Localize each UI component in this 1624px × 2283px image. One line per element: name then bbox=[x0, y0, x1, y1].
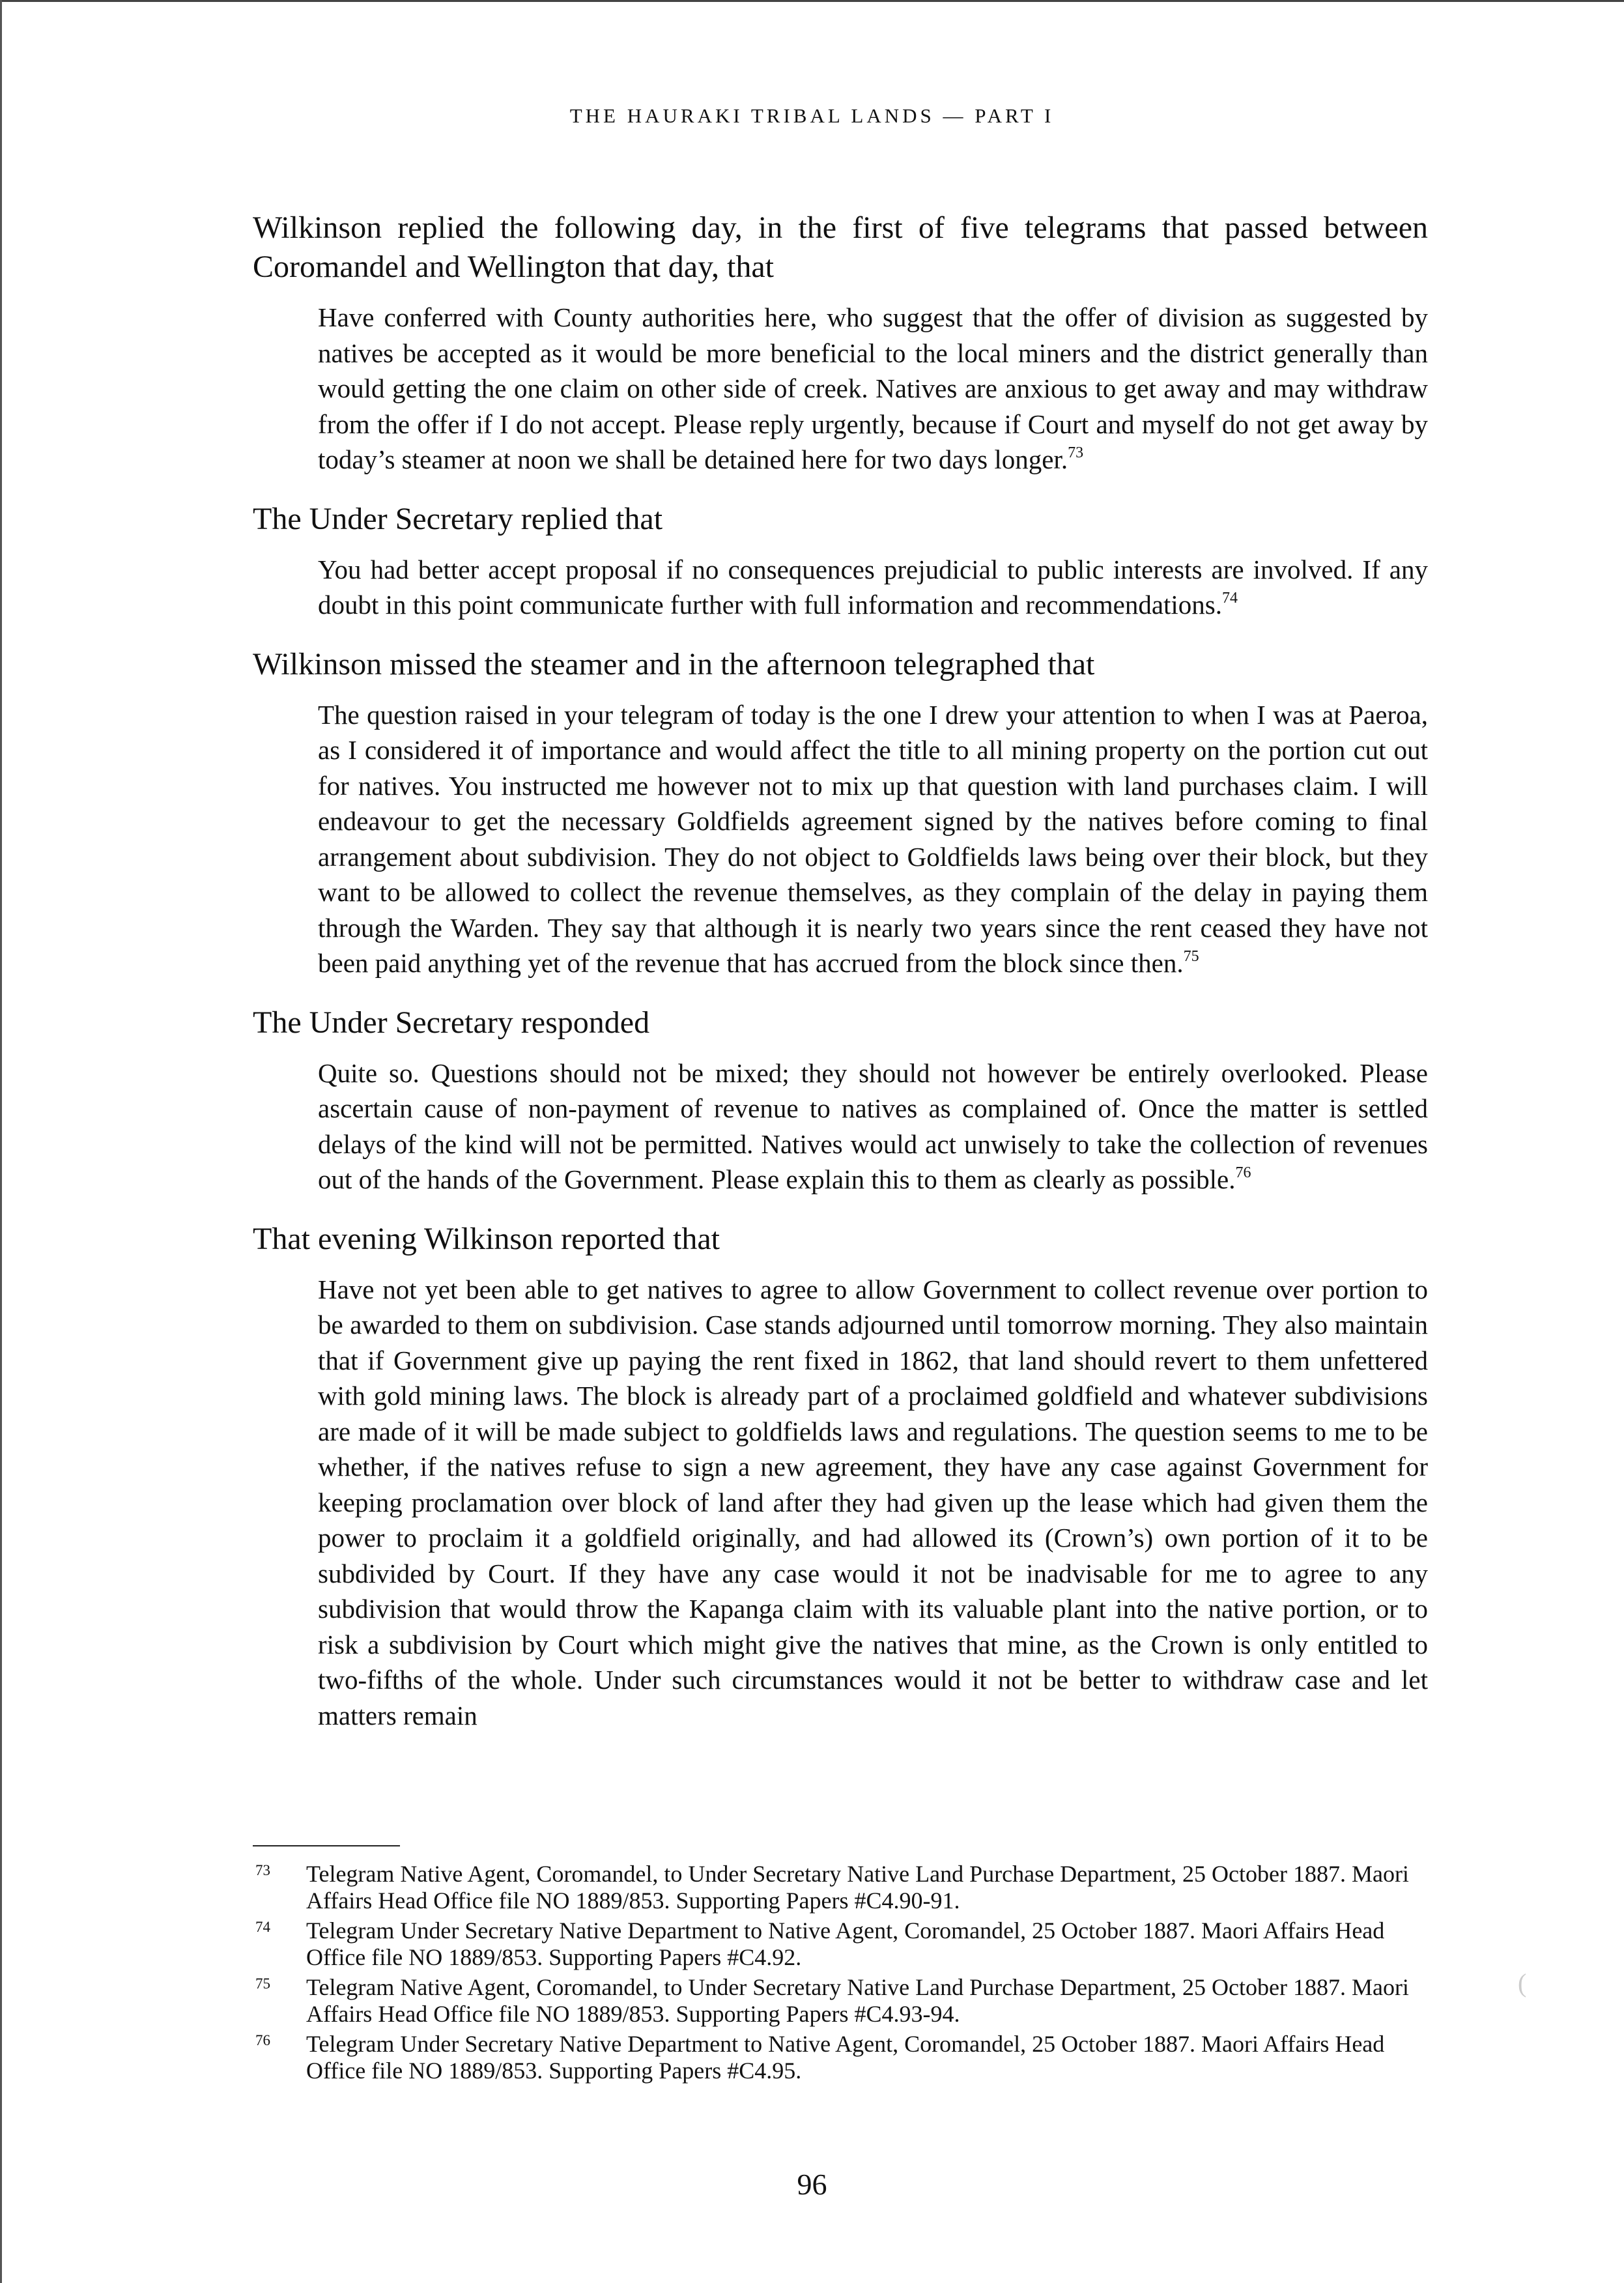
footnote-ref-74[interactable]: 74 bbox=[1222, 590, 1238, 607]
block-quote-5-text: Have not yet been able to get natives to agree to allow Government to collect revenue over portion to be awarded to them on subdivision. Case stands adjourned until tomorrow morning. They also maintain that if Government give up paying the rent fixed in 1862, that land should revert to them unfettered with gold mining laws. The block is already part of a proclaimed goldfield and whatever subdivisions are made of it will be made subject to goldfields laws and regulations. The question seems to me to be whether, if the natives refuse to sign a new agreement, they have any case against Government for keeping proclamation over block of land after they had given up the lease which had given them the power to proclaim it a goldfield originally, and had allowed its (Crown’s) own portion of it to be subdivided by Court. If they have any case would it not be inadvisable for me to agree to any subdivision that would throw the Kapanga claim with its valuable plant into the native portion, or to risk a subdivision by Court which might give the natives that mine, as the Crown is only entitled to two-fifths of the whole. Under such circumstances would it not be better to withdraw case and let matters remain bbox=[318, 1274, 1428, 1730]
paragraph-5: That evening Wilkinson reported that bbox=[253, 1221, 720, 1256]
block-quote-1 bbox=[318, 300, 1428, 478]
footnotes bbox=[255, 1861, 1428, 2088]
footnote-73 bbox=[255, 1861, 1428, 1914]
footnote-number: 75 bbox=[255, 1975, 270, 1992]
footnote-text: Telegram Native Agent, Coromandel, to Under Secretary Native Land Purchase Department, 25 October 1887. Maori Affairs Head Office file NO 1889/853. Supporting Papers #C4.93-94. bbox=[306, 1974, 1409, 2027]
block-quote-3 bbox=[318, 697, 1428, 981]
scan-artifact-mark: ( bbox=[1518, 1968, 1527, 1998]
body-text bbox=[253, 208, 1428, 1733]
footnote-text: Telegram Native Agent, Coromandel, to Under Secretary Native Land Purchase Department, 25 October 1887. Maori Affairs Head Office file NO 1889/853. Supporting Papers #C4.90-91. bbox=[306, 1861, 1409, 1914]
scan-top-edge bbox=[0, 0, 1624, 2]
footnote-ref-76[interactable]: 76 bbox=[1235, 1164, 1251, 1182]
footnote-ref-73[interactable]: 73 bbox=[1068, 444, 1084, 462]
block-quote-5 bbox=[318, 1272, 1428, 1734]
block-quote-2 bbox=[318, 552, 1428, 623]
footnote-text: Telegram Under Secretary Native Department to Native Agent, Coromandel, 25 October 1887. Maori Affairs Head Office file NO 1889/853. Supporting Papers #C4.92. bbox=[306, 1917, 1385, 1970]
paragraph-2: The Under Secretary replied that bbox=[253, 501, 663, 536]
footnote-74 bbox=[255, 1917, 1428, 1971]
footnote-number: 74 bbox=[255, 1919, 270, 1935]
paragraph-3: Wilkinson missed the steamer and in the afternoon telegraphed that bbox=[253, 646, 1095, 682]
footnote-separator bbox=[253, 1845, 400, 1846]
block-quote-4 bbox=[318, 1055, 1428, 1198]
page-number: 96 bbox=[797, 2168, 827, 2201]
block-quote-2-text: You had better accept proposal if no consequences prejudicial to public interests are involved. If any doubt in this point communicate further with full information and recommendations. bbox=[318, 554, 1428, 620]
block-quote-1-text: Have conferred with County authorities here, who suggest that the offer of division as suggested by natives be accepted as it would be more beneficial to the local miners and the district generally than would getting the one claim on other side of creek. Natives are anxious to get away and may withdraw from the offer if I do not accept. Please reply urgently, because if Court and myself do not get away by today’s steamer at noon we shall be detained here for two days longer. bbox=[318, 302, 1428, 474]
paragraph-1: Wilkinson replied the following day, in the first of five telegrams that passed between Coromandel and Wellington that day, that bbox=[253, 210, 1428, 284]
block-quote-4-text: Quite so. Questions should not be mixed; they should not however be entirely overlooked. Please ascertain cause of non-payment of revenue to natives as complained of. Once the matter is settled delays of the kind will not be permitted. Natives would act unwisely to take the collection of revenues out of the hands of the Government. Please explain this to them as clearly as possible. bbox=[318, 1057, 1428, 1194]
block-quote-3-text: The question raised in your telegram of today is the one I drew your attention to when I was at Paeroa, as I considered it of importance and would affect the title to all mining property on the portion cut out for natives. You instructed me however not to mix up that question with land purchases claim. I will endeavour to get the necessary Goldfields agreement signed by the natives before coming to final arrangement about subdivision. They do not object to Goldfields laws being over their block, but they want to be allowed to collect the revenue themselves, as they complain of the delay in paying them through the Warden. They say that although it is nearly two years since the rent ceased they have not been paid anything yet of the revenue that has accrued from the block since then. bbox=[318, 699, 1428, 978]
running-head: THE HAURAKI TRIBAL LANDS — PART I bbox=[569, 104, 1055, 127]
footnote-number: 76 bbox=[255, 2032, 270, 2048]
scan-left-edge bbox=[0, 0, 2, 2283]
paragraph-4: The Under Secretary responded bbox=[253, 1005, 650, 1040]
footnote-number: 73 bbox=[255, 1862, 270, 1878]
footnote-76 bbox=[255, 2031, 1428, 2084]
footnote-text: Telegram Under Secretary Native Department to Native Agent, Coromandel, 25 October 1887. Maori Affairs Head Office file NO 1889/853. Supporting Papers #C4.95. bbox=[306, 2031, 1385, 2084]
footnote-75 bbox=[255, 1974, 1428, 2028]
footnote-ref-75[interactable]: 75 bbox=[1183, 948, 1199, 966]
